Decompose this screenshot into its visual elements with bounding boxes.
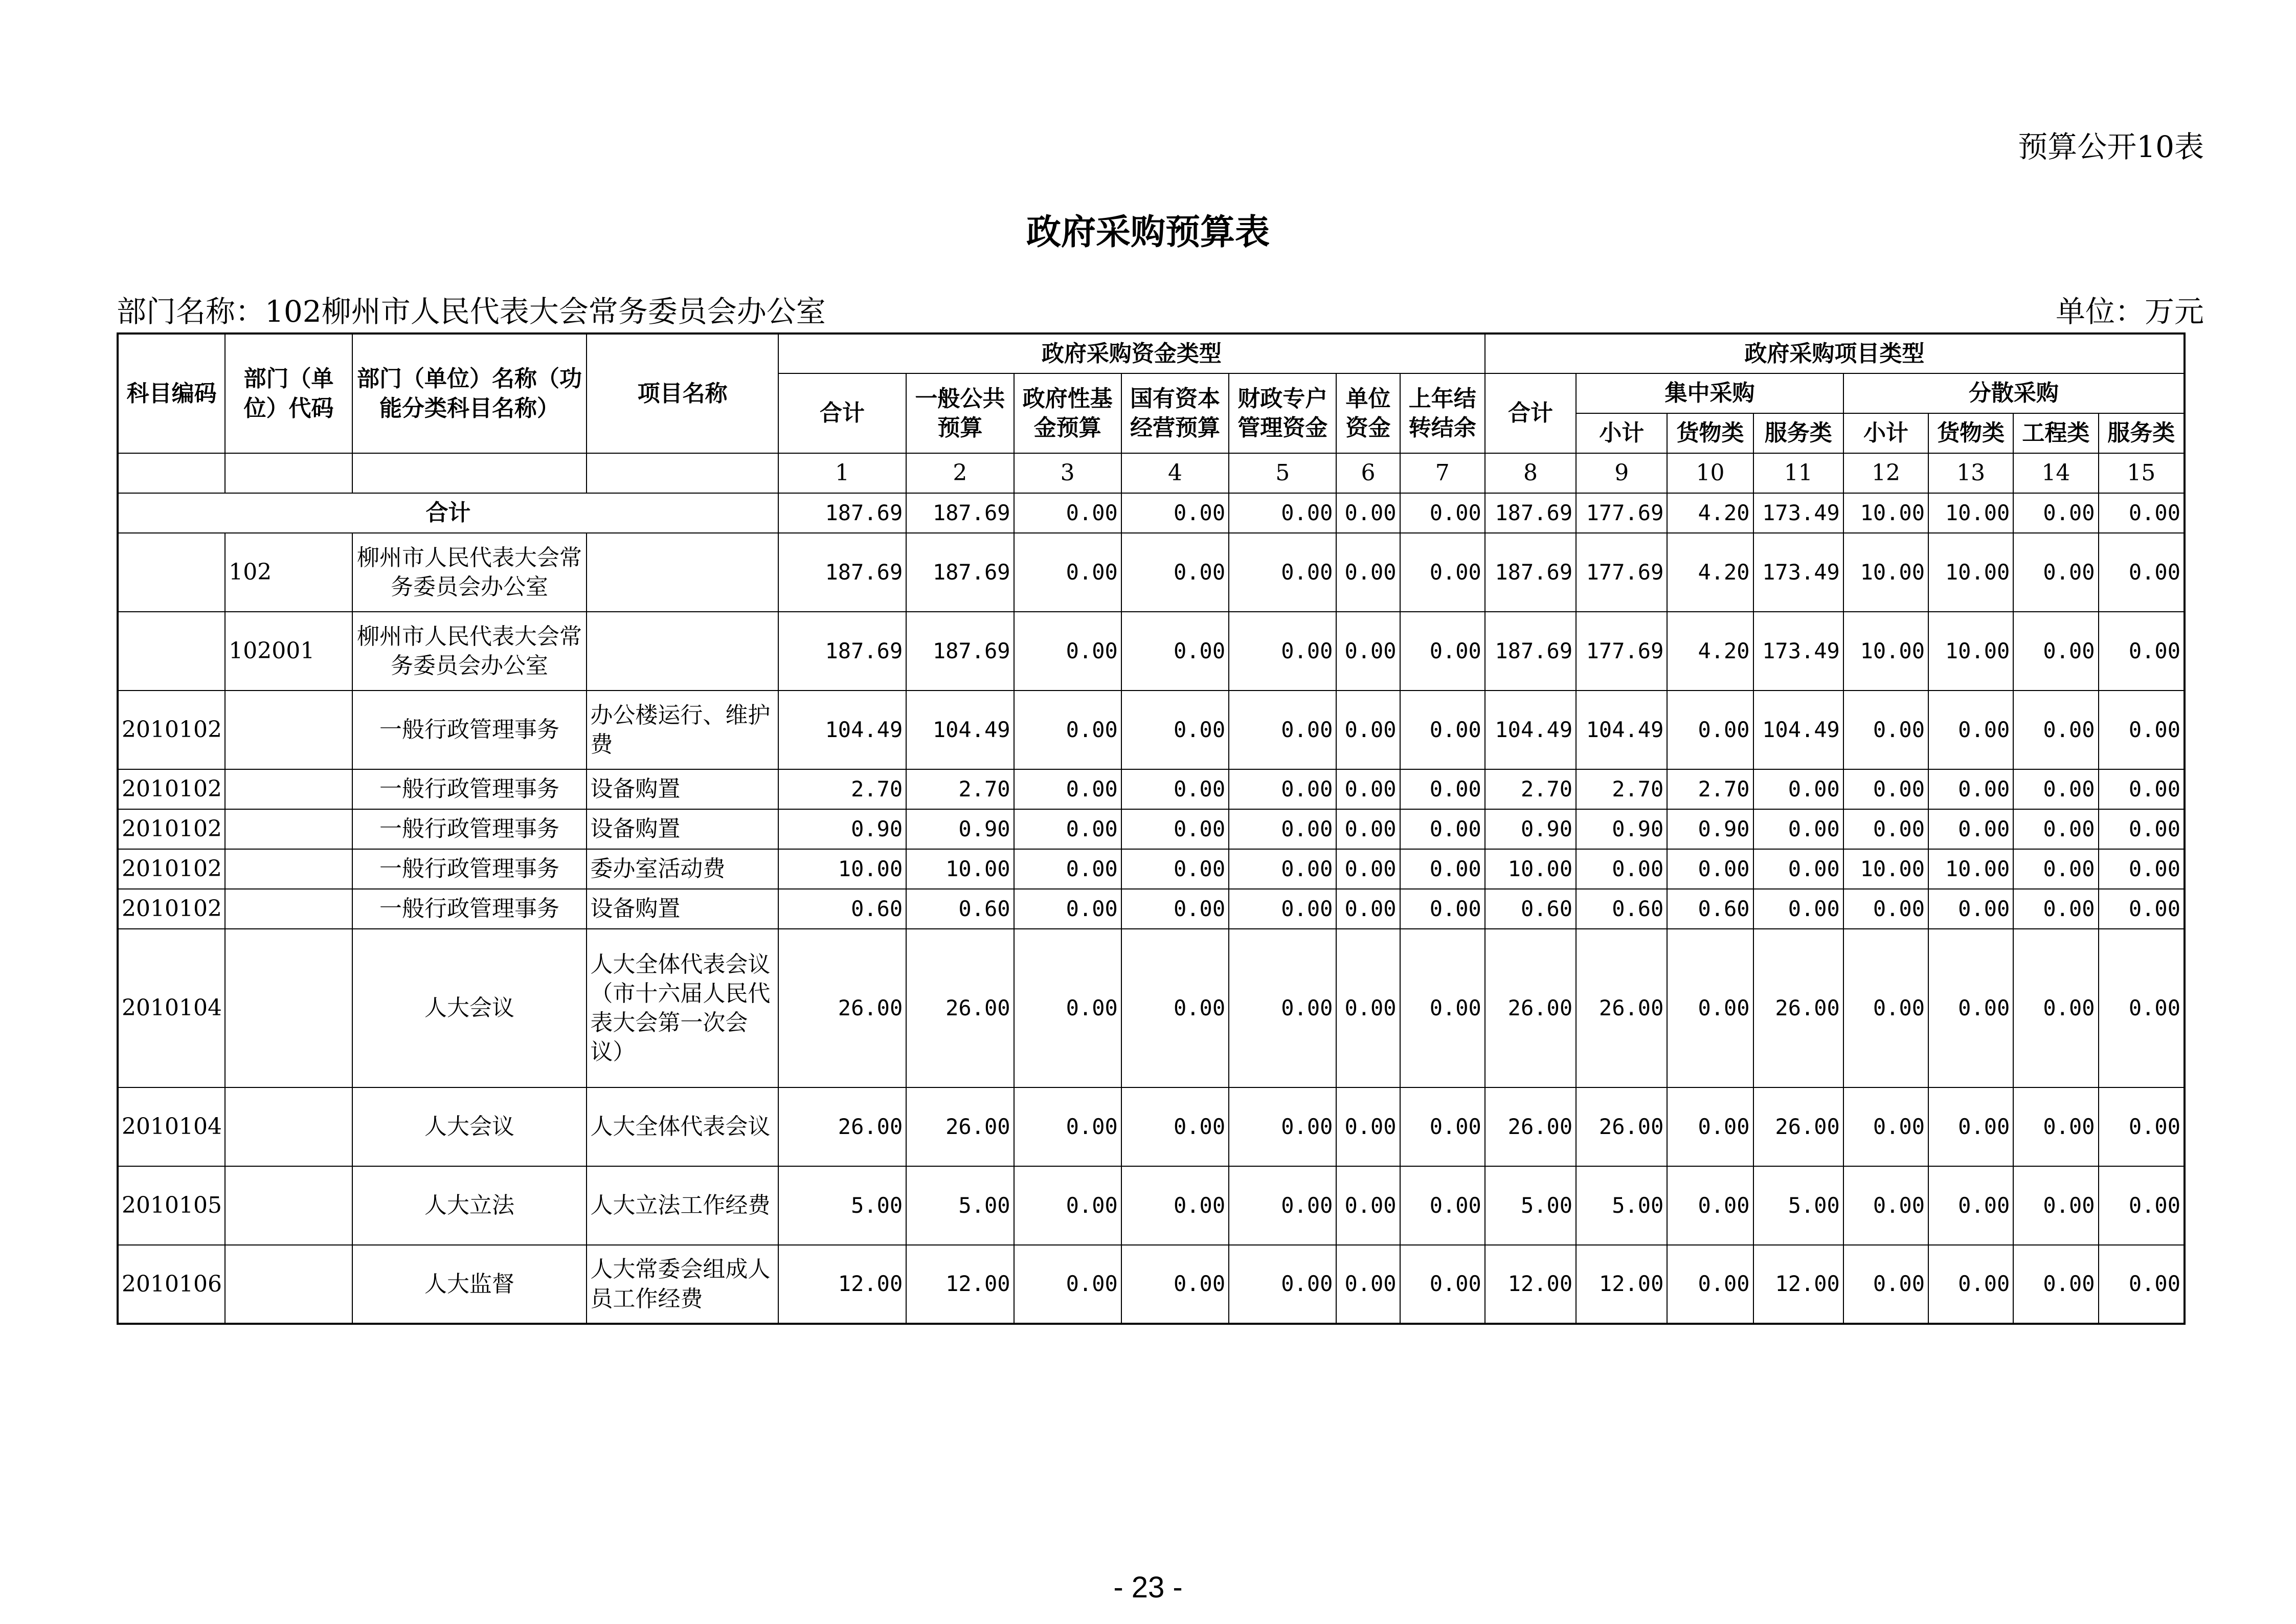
dept-name-cell: 一般行政管理事务 (352, 769, 587, 809)
amount-cell: 0.00 (1667, 1245, 1753, 1324)
subject-code-cell: 2010102 (118, 769, 225, 809)
amount-cell: 0.00 (2013, 809, 2098, 849)
amount-cell: 104.49 (778, 691, 906, 769)
col-number: 8 (1485, 453, 1576, 493)
amount-cell: 187.69 (1485, 533, 1576, 612)
header-fund-total: 合计 (778, 373, 906, 453)
amount-cell: 173.49 (1753, 612, 1843, 691)
amount-cell: 0.00 (1121, 769, 1229, 809)
dept-code-cell (225, 849, 352, 889)
amount-cell: 0.00 (2099, 849, 2185, 889)
amount-cell: 0.60 (1667, 889, 1753, 929)
amount-cell: 10.00 (1928, 849, 2013, 889)
amount-cell: 2.70 (1667, 769, 1753, 809)
amount-cell: 0.00 (1121, 1166, 1229, 1245)
amount-cell: 0.00 (1229, 889, 1336, 929)
amount-cell: 0.00 (2099, 691, 2185, 769)
amount-cell: 26.00 (778, 929, 906, 1087)
amount-cell: 12.00 (1485, 1245, 1576, 1324)
dept-code-cell: 102 (225, 533, 352, 612)
col-number: 2 (906, 453, 1014, 493)
subject-code-cell: 2010102 (118, 889, 225, 929)
amount-cell: 0.00 (1576, 849, 1667, 889)
amount-cell: 0.00 (1928, 809, 2013, 849)
project-name-cell: 人大立法工作经费 (587, 1166, 778, 1245)
amount-cell: 0.00 (1843, 769, 1928, 809)
amount-cell: 0.00 (1121, 809, 1229, 849)
procurement-budget-table (117, 332, 2186, 1325)
col-number: 12 (1843, 453, 1928, 493)
page-number: - 23 - (1113, 1571, 1183, 1604)
amount-cell: 0.00 (2099, 1245, 2185, 1324)
amount-cell: 26.00 (1485, 1087, 1576, 1166)
unit-label: 单位：万元 (2055, 294, 2204, 329)
dept-code-cell (225, 1087, 352, 1166)
dept-name-cell: 一般行政管理事务 (352, 691, 587, 769)
header-dept-code: 部门（单位）代码 (225, 333, 352, 453)
col-number: 13 (1928, 453, 2013, 493)
amount-cell: 10.00 (778, 849, 906, 889)
amount-cell: 0.00 (1336, 849, 1400, 889)
amount-cell: 0.00 (1014, 1166, 1121, 1245)
amount-cell: 0.00 (2013, 929, 2098, 1087)
amount-cell: 0.00 (2099, 1087, 2185, 1166)
amount-cell: 0.90 (778, 809, 906, 849)
amount-cell: 5.00 (906, 1166, 1014, 1245)
header-special-fund: 财政专户管理资金 (1229, 373, 1336, 453)
total-label: 合计 (118, 493, 778, 533)
header-project-name: 项目名称 (587, 333, 778, 453)
amount-cell: 0.00 (1229, 1166, 1336, 1245)
header-proj-total: 合计 (1485, 373, 1576, 453)
amount-cell: 26.00 (778, 1087, 906, 1166)
table-row (118, 533, 2185, 612)
amount-cell: 0.00 (2099, 1166, 2185, 1245)
amount-cell: 0.60 (778, 889, 906, 929)
amount-cell: 0.90 (1485, 809, 1576, 849)
total-cell: 0.00 (2013, 493, 2098, 533)
amount-cell: 187.69 (778, 612, 906, 691)
amount-cell: 0.00 (1121, 849, 1229, 889)
amount-cell: 0.00 (1753, 769, 1843, 809)
amount-cell: 0.00 (2013, 533, 2098, 612)
dept-code-cell (225, 1245, 352, 1324)
dept-name-cell: 一般行政管理事务 (352, 889, 587, 929)
total-row (118, 493, 2185, 533)
amount-cell: 187.69 (778, 533, 906, 612)
amount-cell: 0.00 (1667, 849, 1753, 889)
amount-cell: 2.70 (778, 769, 906, 809)
amount-cell: 0.00 (1843, 1087, 1928, 1166)
amount-cell: 0.00 (1753, 889, 1843, 929)
project-name-cell: 人大常委会组成人员工作经费 (587, 1245, 778, 1324)
header-dept-name: 部门（单位）名称（功能分类科目名称） (352, 333, 587, 453)
header-gov-fund: 政府性基金预算 (1014, 373, 1121, 453)
dept-code-cell (225, 809, 352, 849)
amount-cell: 0.00 (1014, 533, 1121, 612)
dept-name-cell: 一般行政管理事务 (352, 849, 587, 889)
total-cell: 187.69 (1485, 493, 1576, 533)
amount-cell: 187.69 (906, 612, 1014, 691)
table-row (118, 889, 2185, 929)
dept-name-cell: 柳州市人民代表大会常务委员会办公室 (352, 533, 587, 612)
project-name-cell (587, 533, 778, 612)
amount-cell: 5.00 (778, 1166, 906, 1245)
amount-cell: 0.00 (1400, 929, 1485, 1087)
amount-cell: 4.20 (1667, 612, 1753, 691)
amount-cell: 0.00 (1400, 1245, 1485, 1324)
amount-cell: 12.00 (1576, 1245, 1667, 1324)
dept-code-cell (225, 769, 352, 809)
amount-cell: 12.00 (1753, 1245, 1843, 1324)
amount-cell: 0.00 (1843, 889, 1928, 929)
amount-cell: 0.00 (1336, 809, 1400, 849)
amount-cell: 0.00 (1928, 691, 2013, 769)
page-title: 政府采购预算表 (1026, 212, 1270, 253)
amount-cell: 0.90 (1667, 809, 1753, 849)
dept-name-cell: 一般行政管理事务 (352, 809, 587, 849)
header-general-public: 一般公共预算 (906, 373, 1014, 453)
amount-cell: 0.00 (1229, 1245, 1336, 1324)
amount-cell: 0.00 (1229, 809, 1336, 849)
amount-cell: 0.00 (1928, 929, 2013, 1087)
amount-cell: 0.00 (1400, 691, 1485, 769)
amount-cell: 0.00 (1336, 1166, 1400, 1245)
total-cell: 0.00 (1014, 493, 1121, 533)
amount-cell: 10.00 (906, 849, 1014, 889)
amount-cell: 0.00 (2099, 809, 2185, 849)
amount-cell: 0.00 (2013, 1166, 2098, 1245)
amount-cell: 104.49 (1485, 691, 1576, 769)
amount-cell: 12.00 (906, 1245, 1014, 1324)
amount-cell: 0.00 (2013, 889, 2098, 929)
total-cell: 0.00 (1121, 493, 1229, 533)
header-services: 服务类 (1753, 413, 1843, 453)
amount-cell: 26.00 (1753, 929, 1843, 1087)
amount-cell: 0.60 (1576, 889, 1667, 929)
amount-cell: 0.60 (1485, 889, 1576, 929)
table-row (118, 1166, 2185, 1245)
amount-cell: 0.00 (1229, 612, 1336, 691)
header-decentralized: 分散采购 (1843, 373, 2185, 413)
amount-cell: 0.00 (1400, 849, 1485, 889)
header-engineering: 工程类 (2013, 413, 2098, 453)
project-name-cell: 人大全体代表会议 (587, 1087, 778, 1166)
table-row (118, 1245, 2185, 1324)
table-row (118, 809, 2185, 849)
amount-cell: 0.00 (2099, 769, 2185, 809)
amount-cell: 5.00 (1485, 1166, 1576, 1245)
dept-code-cell: 102001 (225, 612, 352, 691)
amount-cell: 0.00 (1121, 691, 1229, 769)
amount-cell: 2.70 (1576, 769, 1667, 809)
amount-cell: 0.00 (1336, 769, 1400, 809)
amount-cell: 0.00 (1121, 929, 1229, 1087)
total-cell: 177.69 (1576, 493, 1667, 533)
amount-cell: 0.00 (1928, 769, 2013, 809)
amount-cell: 10.00 (1843, 612, 1928, 691)
amount-cell: 0.90 (906, 809, 1014, 849)
amount-cell: 0.00 (1843, 809, 1928, 849)
amount-cell: 0.00 (1667, 1087, 1753, 1166)
dept-code-cell (225, 691, 352, 769)
col-number: 15 (2099, 453, 2185, 493)
amount-cell: 104.49 (906, 691, 1014, 769)
amount-cell: 0.00 (1667, 691, 1753, 769)
amount-cell: 0.00 (1336, 1087, 1400, 1166)
col-number: 9 (1576, 453, 1667, 493)
header-project-type-group: 政府采购项目类型 (1485, 333, 2185, 373)
amount-cell: 0.00 (1229, 849, 1336, 889)
col-number: 4 (1121, 453, 1229, 493)
amount-cell: 0.00 (1667, 929, 1753, 1087)
dept-code-cell (225, 1166, 352, 1245)
amount-cell: 5.00 (1753, 1166, 1843, 1245)
header-state-capital: 国有资本经营预算 (1121, 373, 1229, 453)
amount-cell: 0.00 (2099, 929, 2185, 1087)
amount-cell: 0.60 (906, 889, 1014, 929)
amount-cell: 12.00 (778, 1245, 906, 1324)
amount-cell: 0.00 (1400, 1166, 1485, 1245)
subject-code-cell: 2010106 (118, 1245, 225, 1324)
total-cell: 0.00 (1336, 493, 1400, 533)
dept-name-cell: 人大立法 (352, 1166, 587, 1245)
amount-cell: 0.00 (2099, 889, 2185, 929)
subject-code-cell: 2010102 (118, 691, 225, 769)
amount-cell: 0.00 (1014, 1087, 1121, 1166)
header-goods2: 货物类 (1928, 413, 2013, 453)
amount-cell: 5.00 (1576, 1166, 1667, 1245)
project-name-cell: 办公楼运行、维护费 (587, 691, 778, 769)
header-subtotal2: 小计 (1843, 413, 1928, 453)
col-number: 7 (1400, 453, 1485, 493)
amount-cell: 187.69 (1485, 612, 1576, 691)
subject-code-cell: 2010104 (118, 1087, 225, 1166)
table-number: 预算公开10表 (2018, 129, 2204, 164)
amount-cell: 0.00 (1121, 889, 1229, 929)
total-cell: 4.20 (1667, 493, 1753, 533)
col-number: 1 (778, 453, 906, 493)
amount-cell: 0.00 (1014, 809, 1121, 849)
total-cell: 187.69 (778, 493, 906, 533)
subject-code-cell: 2010105 (118, 1166, 225, 1245)
table-row (118, 1087, 2185, 1166)
amount-cell: 0.00 (1928, 1166, 2013, 1245)
header-carryover: 上年结转结余 (1400, 373, 1485, 453)
amount-cell: 0.00 (1843, 691, 1928, 769)
project-name-cell: 设备购置 (587, 889, 778, 929)
amount-cell: 0.90 (1576, 809, 1667, 849)
subject-code-cell (118, 533, 225, 612)
total-cell: 0.00 (1400, 493, 1485, 533)
total-cell: 10.00 (1928, 493, 2013, 533)
amount-cell: 0.00 (1014, 691, 1121, 769)
amount-cell: 26.00 (1576, 929, 1667, 1087)
project-name-cell: 设备购置 (587, 809, 778, 849)
amount-cell: 173.49 (1753, 533, 1843, 612)
col-number: 3 (1014, 453, 1121, 493)
subject-code-cell: 2010102 (118, 849, 225, 889)
amount-cell: 10.00 (1485, 849, 1576, 889)
amount-cell: 0.00 (1843, 1245, 1928, 1324)
amount-cell: 0.00 (1843, 1166, 1928, 1245)
amount-cell: 0.00 (1400, 1087, 1485, 1166)
amount-cell: 26.00 (906, 929, 1014, 1087)
amount-cell: 0.00 (1336, 929, 1400, 1087)
col-number: 14 (2013, 453, 2098, 493)
amount-cell: 104.49 (1576, 691, 1667, 769)
amount-cell: 2.70 (906, 769, 1014, 809)
amount-cell: 0.00 (1229, 929, 1336, 1087)
amount-cell: 0.00 (1843, 929, 1928, 1087)
amount-cell: 0.00 (2099, 612, 2185, 691)
amount-cell: 0.00 (1121, 612, 1229, 691)
amount-cell: 0.00 (1121, 1245, 1229, 1324)
amount-cell: 0.00 (1014, 769, 1121, 809)
amount-cell: 0.00 (1336, 1245, 1400, 1324)
amount-cell: 0.00 (1121, 1087, 1229, 1166)
amount-cell: 10.00 (1843, 533, 1928, 612)
header-centralized: 集中采购 (1576, 373, 1843, 413)
dept-name-cell: 人大会议 (352, 1087, 587, 1166)
amount-cell: 26.00 (906, 1087, 1014, 1166)
amount-cell: 0.00 (1928, 1087, 2013, 1166)
amount-cell: 104.49 (1753, 691, 1843, 769)
header-unit-fund: 单位资金 (1336, 373, 1400, 453)
amount-cell: 0.00 (1014, 612, 1121, 691)
project-name-cell (587, 612, 778, 691)
department-name: 部门名称：102柳州市人民代表大会常务委员会办公室 (117, 294, 826, 329)
header-fund-type-group: 政府采购资金类型 (778, 333, 1485, 373)
amount-cell: 0.00 (1014, 889, 1121, 929)
amount-cell: 10.00 (1928, 533, 2013, 612)
col-number: 5 (1229, 453, 1336, 493)
table-row (118, 849, 2185, 889)
amount-cell: 0.00 (1014, 849, 1121, 889)
amount-cell: 0.00 (2013, 1087, 2098, 1166)
amount-cell: 26.00 (1753, 1087, 1843, 1166)
total-cell: 0.00 (2099, 493, 2185, 533)
subject-code-cell: 2010102 (118, 809, 225, 849)
amount-cell: 0.00 (1229, 769, 1336, 809)
amount-cell: 177.69 (1576, 533, 1667, 612)
amount-cell: 0.00 (1121, 533, 1229, 612)
amount-cell: 0.00 (2013, 849, 2098, 889)
table-row (118, 691, 2185, 769)
col-number: 6 (1336, 453, 1400, 493)
project-name-cell: 设备购置 (587, 769, 778, 809)
amount-cell: 0.00 (1014, 929, 1121, 1087)
amount-cell: 0.00 (2013, 1245, 2098, 1324)
amount-cell: 0.00 (1400, 889, 1485, 929)
amount-cell: 0.00 (1336, 889, 1400, 929)
amount-cell: 0.00 (1229, 691, 1336, 769)
amount-cell: 26.00 (1485, 929, 1576, 1087)
amount-cell: 10.00 (1843, 849, 1928, 889)
column-number-row (118, 453, 2185, 493)
amount-cell: 0.00 (1928, 1245, 2013, 1324)
col-number: 10 (1667, 453, 1753, 493)
table-row (118, 612, 2185, 691)
dept-name-cell: 柳州市人民代表大会常务委员会办公室 (352, 612, 587, 691)
dept-name-cell: 人大会议 (352, 929, 587, 1087)
amount-cell: 0.00 (1667, 1166, 1753, 1245)
total-cell: 173.49 (1753, 493, 1843, 533)
amount-cell: 0.00 (1753, 849, 1843, 889)
project-name-cell: 人大全体代表会议（市十六届人民代表大会第一次会议） (587, 929, 778, 1087)
amount-cell: 177.69 (1576, 612, 1667, 691)
total-cell: 187.69 (906, 493, 1014, 533)
amount-cell: 0.00 (1753, 809, 1843, 849)
amount-cell: 0.00 (1336, 533, 1400, 612)
col-number: 11 (1753, 453, 1843, 493)
amount-cell: 10.00 (1928, 612, 2013, 691)
table-row (118, 769, 2185, 809)
total-cell: 10.00 (1843, 493, 1928, 533)
table-row (118, 929, 2185, 1087)
amount-cell: 0.00 (2013, 769, 2098, 809)
amount-cell: 4.20 (1667, 533, 1753, 612)
project-name-cell: 委办室活动费 (587, 849, 778, 889)
amount-cell: 0.00 (2013, 612, 2098, 691)
dept-name-cell: 人大监督 (352, 1245, 587, 1324)
subject-code-cell (118, 612, 225, 691)
amount-cell: 0.00 (1400, 533, 1485, 612)
amount-cell: 0.00 (1400, 769, 1485, 809)
header-subject-code: 科目编码 (118, 333, 225, 453)
amount-cell: 0.00 (1336, 691, 1400, 769)
amount-cell: 0.00 (1229, 1087, 1336, 1166)
amount-cell: 0.00 (1400, 612, 1485, 691)
header-services2: 服务类 (2099, 413, 2185, 453)
dept-code-cell (225, 889, 352, 929)
header-goods: 货物类 (1667, 413, 1753, 453)
amount-cell: 0.00 (1229, 533, 1336, 612)
total-cell: 0.00 (1229, 493, 1336, 533)
amount-cell: 187.69 (906, 533, 1014, 612)
amount-cell: 0.00 (2099, 533, 2185, 612)
amount-cell: 26.00 (1576, 1087, 1667, 1166)
amount-cell: 0.00 (1014, 1245, 1121, 1324)
amount-cell: 0.00 (1336, 612, 1400, 691)
amount-cell: 2.70 (1485, 769, 1576, 809)
dept-code-cell (225, 929, 352, 1087)
amount-cell: 0.00 (1400, 809, 1485, 849)
amount-cell: 0.00 (1928, 889, 2013, 929)
amount-cell: 0.00 (2013, 691, 2098, 769)
header-subtotal: 小计 (1576, 413, 1667, 453)
subject-code-cell: 2010104 (118, 929, 225, 1087)
